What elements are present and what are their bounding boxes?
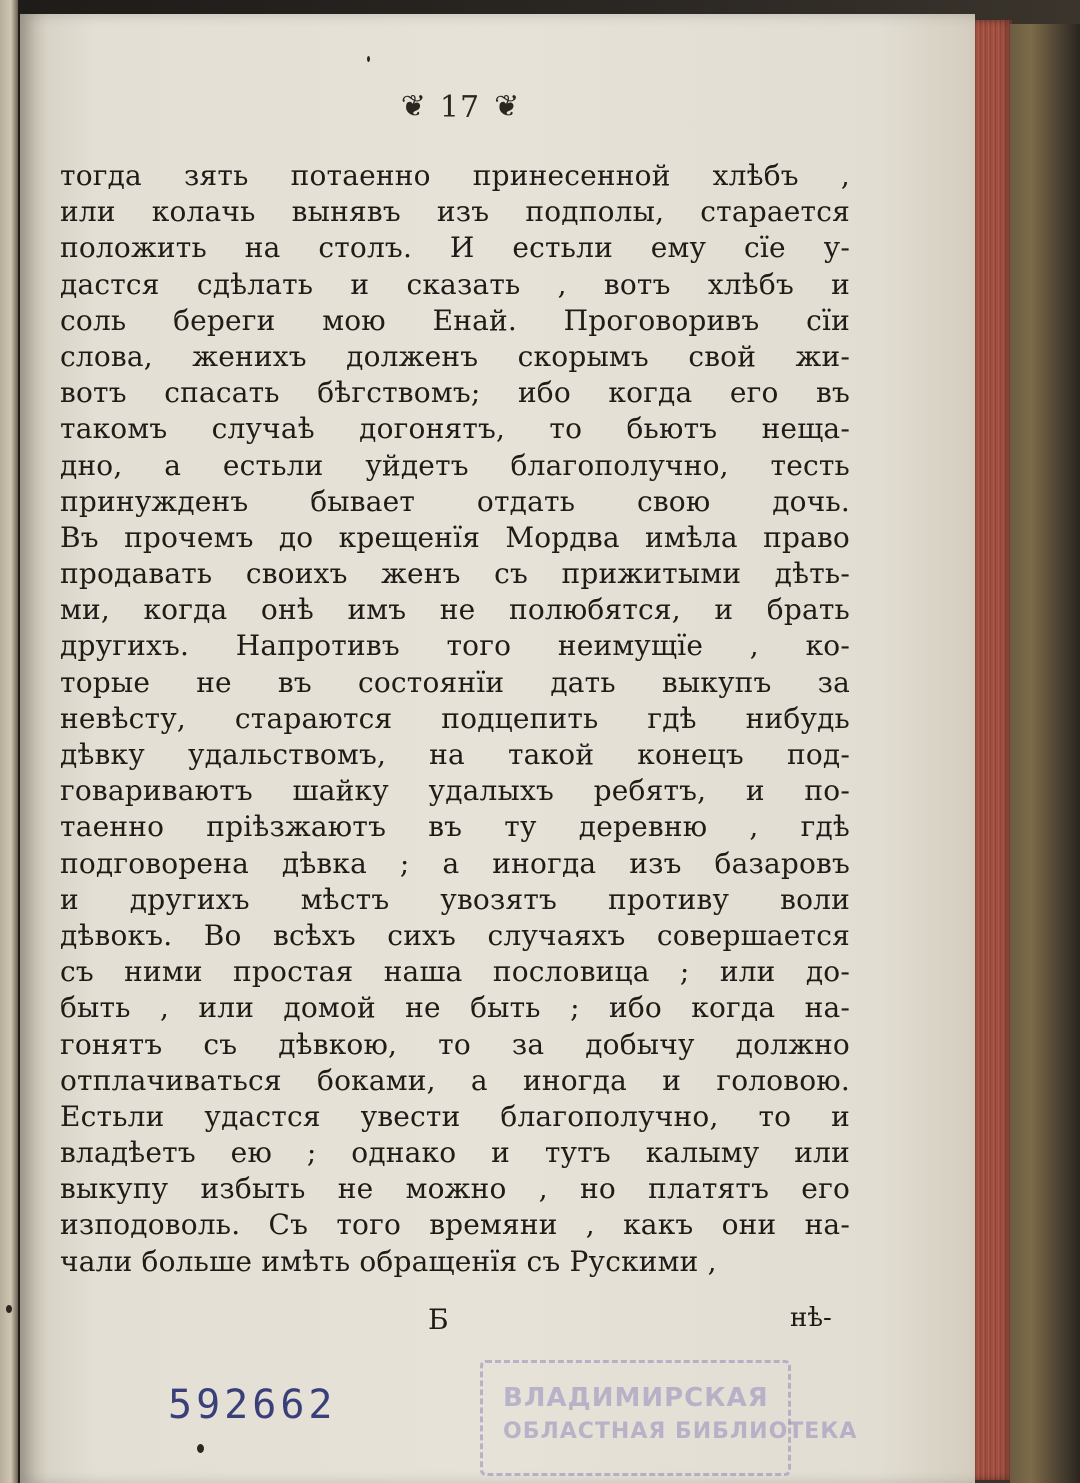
text-line: и другихъ мѣстъ увозятъ противу воли xyxy=(60,882,850,916)
ink-speck xyxy=(367,56,370,62)
catchword: нѣ- xyxy=(790,1303,832,1333)
library-stamp xyxy=(480,1360,858,1476)
stamp-text-line-1: ВЛАДИМИРСКАЯ xyxy=(503,1383,769,1413)
text-line: владѣетъ ею ; однако и тутъ калыму или xyxy=(60,1136,850,1170)
text-line: таенно прiѣзжаютъ въ ту деревню , гдѣ xyxy=(60,810,850,844)
text-line: слова, женихъ долженъ скорымъ свой жи- xyxy=(60,339,850,373)
text-line: дѣвку удальствомъ, на такой конецъ под- xyxy=(60,738,850,771)
text-line: торые не въ состоянїи дать выкупъ за xyxy=(60,665,850,699)
text-line: вотъ спасать бѣгствомъ; ибо когда его въ xyxy=(60,376,850,410)
left-ornament-icon: ❦ xyxy=(400,89,426,124)
right-ornament-icon: ❦ xyxy=(494,89,520,124)
page-number: 17 xyxy=(439,89,481,125)
signature-mark: Б xyxy=(428,1303,449,1336)
text-line: Естьли удастся увести благополучно, то и xyxy=(60,1099,850,1133)
text-line: съ ними простая наша пословица ; или до- xyxy=(60,955,850,989)
text-line: выкупу избыть не можно , но платятъ его xyxy=(60,1172,850,1206)
text-line: изподоволь. Съ того времяни , какъ они на- xyxy=(60,1208,850,1242)
stamp-text-line-2: ОБЛАСТНАЯ БИБЛИОТЕКА xyxy=(503,1419,858,1444)
text-line: подговорена дѣвка ; а иногда изъ базаровъ xyxy=(60,846,850,880)
text-line: дастся сдѣлать и сказать , вотъ хлѣбъ и xyxy=(60,267,850,301)
text-line: чали больше имѣть обращенїя съ Рускими , xyxy=(60,1244,717,1278)
page-header xyxy=(340,82,580,132)
text-line: положить на столъ. И естьли ему сїе у- xyxy=(60,231,850,265)
text-line: дѣвокъ. Во всѣхъ сихъ случаяхъ совершается xyxy=(60,918,850,952)
ink-speck xyxy=(6,1305,12,1313)
text-line: или колачь вынявъ изъ подполы, старается xyxy=(60,195,850,229)
text-line: быть , или домой не быть ; ибо когда на- xyxy=(60,991,850,1025)
text-line: продавать своихъ женъ съ прижитыми дѣть- xyxy=(60,557,850,591)
text-line: соль береги мою Енай. Проговоривъ сїи xyxy=(60,303,850,337)
text-line: дно, а естьли уйдетъ благополучно, тесть xyxy=(60,448,850,482)
left-page-edge xyxy=(0,0,18,1483)
text-line: тогда зять потаенно принесенной хлѣбъ , xyxy=(60,159,850,192)
text-line: ми, когда онѣ имъ не полюбятся, и брать xyxy=(60,593,850,627)
book-cover-edge xyxy=(1010,24,1080,1483)
text-line: невѣсту, стараются подцепить гдѣ нибудь xyxy=(60,701,850,735)
ink-speck xyxy=(197,1444,204,1453)
text-line: Въ прочемъ до крещенїя Мордва имѣла право xyxy=(60,520,850,554)
text-line: говариваютъ шайку удалыхъ ребятъ, и по- xyxy=(60,774,850,808)
inventory-number: 592662 xyxy=(168,1382,337,1428)
text-line: другихъ. Напротивъ того неимущїе , ко- xyxy=(60,629,850,663)
text-line: принужденъ бывает отдать свою дочь. xyxy=(60,484,850,518)
body-text xyxy=(60,158,850,1288)
text-line: такомъ случаѣ догонятъ, то бьютъ нещa- xyxy=(60,412,850,446)
red-fore-edge xyxy=(972,20,1012,1480)
text-line: отплачиваться боками, а иногда и головою. xyxy=(60,1063,850,1097)
text-line: гонятъ съ дѣвкою, то за добычу должно xyxy=(60,1027,850,1061)
